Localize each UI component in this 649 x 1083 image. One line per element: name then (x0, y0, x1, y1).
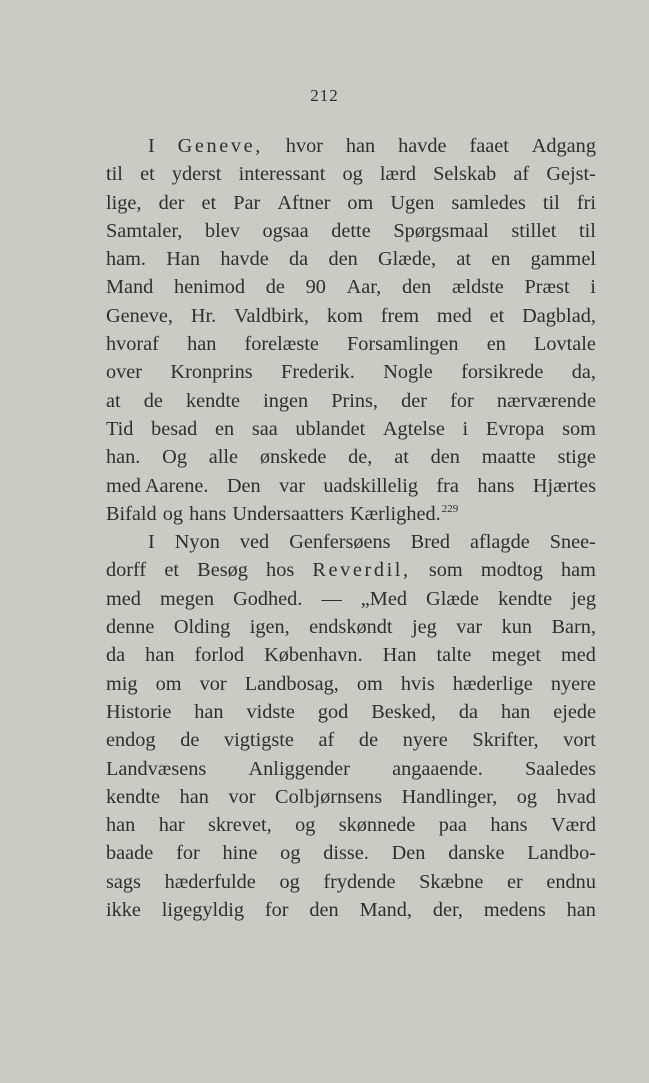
word: og (342, 163, 363, 186)
word: megen (159, 587, 215, 610)
text-line (106, 273, 596, 301)
word: endog (106, 729, 156, 752)
word: om (347, 191, 374, 214)
word: Aftner (277, 191, 331, 214)
word: hvis (400, 672, 435, 695)
word: Selskab (433, 163, 497, 186)
word: vor (228, 785, 256, 808)
word: var (456, 616, 483, 639)
word: fra (436, 474, 459, 497)
word: hos (266, 559, 295, 582)
word: danske (448, 842, 505, 865)
word: vigtigste (224, 729, 294, 752)
word: en (214, 417, 235, 440)
word: København. (264, 644, 363, 667)
word: Ugen (390, 191, 435, 214)
word: Colbjørnsens (275, 785, 383, 808)
text-line (106, 868, 596, 896)
text-line (106, 755, 596, 783)
word: de (143, 389, 163, 412)
word: Bred (410, 531, 451, 554)
word: med Aarene. (106, 474, 209, 497)
word: hine (222, 842, 258, 865)
word: og (279, 870, 300, 893)
word: en (491, 248, 511, 271)
word: af (318, 729, 335, 752)
word: Olding (173, 616, 231, 639)
word: som (562, 417, 596, 440)
word: hvoraf (106, 333, 159, 356)
word: sags (106, 870, 141, 893)
word: Geneve, (177, 135, 263, 157)
word: vort (563, 729, 596, 752)
word: Besøg (197, 559, 248, 582)
word: Evropa (485, 417, 545, 440)
word: til (106, 163, 123, 186)
word: nyere (402, 729, 448, 752)
word: Nogle (383, 361, 433, 384)
word: Landvæsens (106, 757, 207, 780)
word: til (579, 219, 596, 242)
word: Historie (106, 700, 172, 723)
word: alle (208, 446, 239, 469)
word: ikke (106, 899, 141, 922)
word: meget (491, 644, 541, 667)
text-line (106, 415, 596, 443)
word: dorff (106, 559, 147, 582)
word: og (162, 502, 184, 525)
word: Landbo- (527, 842, 596, 865)
word: de (180, 729, 200, 752)
word: kendte (106, 785, 161, 808)
word: han (345, 135, 376, 157)
word: Den (226, 474, 261, 497)
word: da (289, 248, 309, 271)
word: Spørgsmaal (393, 219, 489, 242)
text-line (106, 698, 596, 726)
text-line (106, 641, 596, 669)
word: ingen (263, 389, 309, 412)
word: han (145, 644, 175, 667)
word: Glæde, (378, 248, 437, 271)
text-line (106, 613, 596, 641)
text-line (106, 670, 596, 698)
word: de, (348, 446, 373, 469)
word: var (279, 474, 305, 497)
word: ublandet (295, 417, 366, 440)
word: endskøndt (309, 616, 393, 639)
word: saa (251, 417, 278, 440)
word: disse. (323, 842, 369, 865)
text-line (106, 811, 596, 839)
word: Par (233, 191, 261, 214)
word: Glæde (426, 587, 479, 610)
word: et (164, 559, 179, 582)
word: kun (501, 616, 532, 639)
word: ham. (106, 248, 146, 271)
word: yderst (171, 163, 222, 186)
word: Prins, (331, 389, 379, 412)
word: den (328, 248, 358, 271)
word: forlod (194, 644, 245, 667)
word: Mand (106, 276, 154, 299)
word: for (264, 899, 289, 922)
word: Snee- (549, 531, 596, 554)
word: om (356, 672, 383, 695)
word: kendte (185, 389, 241, 412)
word: talte (436, 644, 472, 667)
word: Aar, (346, 276, 382, 299)
word: maatte (481, 446, 536, 469)
word: at (456, 248, 471, 271)
word: ligegyldig (161, 899, 245, 922)
word: lige, (106, 191, 142, 214)
word: ønskede (259, 446, 327, 469)
word: den (309, 899, 339, 922)
word: og (516, 785, 537, 808)
word: besad (151, 417, 198, 440)
word: der, (432, 899, 463, 922)
text-line (106, 556, 596, 584)
word: han (194, 700, 224, 723)
word: lærd (379, 163, 416, 186)
word: Geneve, (106, 304, 174, 327)
word: den (401, 276, 432, 299)
word: Valdbirk, (234, 304, 309, 327)
word: af (513, 163, 530, 186)
word: Bifald (106, 502, 157, 525)
word: samledes (451, 191, 526, 214)
word: Tid (106, 417, 134, 440)
word: aflagde (470, 531, 530, 554)
word: den (430, 446, 460, 469)
word: er (506, 870, 523, 893)
word: Skæbne (419, 870, 484, 893)
word: forsikrede (461, 361, 544, 384)
word: forelæste (244, 333, 319, 356)
word: Saaledes (525, 757, 596, 780)
word: at (106, 389, 121, 412)
word: Reverdil, (312, 559, 411, 582)
word: skrevet, (208, 814, 272, 837)
word: Agtelse (382, 417, 445, 440)
text-line (106, 443, 596, 471)
text-line (106, 189, 596, 217)
word: for (450, 389, 474, 412)
word: Han (382, 644, 417, 667)
word: vidste (246, 700, 295, 723)
text-line (106, 330, 596, 358)
word: Godhed. (233, 587, 303, 610)
word: og (280, 842, 301, 865)
word: og (295, 814, 316, 837)
word: han (500, 700, 531, 723)
text-line (106, 500, 596, 528)
word: paa (438, 814, 467, 837)
text-line (106, 585, 596, 613)
text-line (106, 839, 596, 867)
word: et (489, 304, 505, 327)
word: frydende (323, 870, 396, 893)
text-line (106, 245, 596, 273)
word: Dagblad, (522, 304, 596, 327)
word: Værd (550, 814, 596, 837)
word: Gejst- (546, 163, 596, 186)
word: han (566, 899, 596, 922)
word: Den (391, 842, 426, 865)
word: om (155, 672, 182, 695)
word: til (542, 191, 560, 214)
word: Adgang (531, 135, 596, 157)
word: Besked, (371, 700, 436, 723)
text-line (106, 132, 596, 160)
word: modtog (480, 559, 543, 582)
word: hæderfulde (164, 870, 256, 893)
word: jeg (571, 587, 596, 610)
word: medens (483, 899, 546, 922)
word: Genfersøens (289, 531, 391, 554)
word: — (321, 587, 342, 610)
word: har (158, 814, 185, 837)
word: Frederik. (281, 361, 355, 384)
text-line (106, 783, 596, 811)
word: nærværende (496, 389, 596, 412)
word: da (458, 700, 479, 723)
text-line (106, 726, 596, 754)
word: blev (204, 219, 240, 242)
word: Nyon (174, 531, 220, 554)
word: Hr. (190, 304, 217, 327)
word: han (179, 785, 209, 808)
word: stige (557, 446, 596, 469)
word: Skrifter, (472, 729, 539, 752)
word: han. (106, 446, 141, 469)
word: hans (490, 814, 528, 837)
word: Mand, (359, 899, 412, 922)
word: i (590, 276, 596, 299)
page-number: 212 (310, 86, 339, 105)
word: Og (162, 446, 187, 469)
text-line (106, 358, 596, 386)
word: der (401, 389, 427, 412)
word: der (158, 191, 185, 214)
word: denne (106, 616, 155, 639)
word: som (428, 559, 463, 582)
word: 90 (305, 276, 326, 299)
text-line (106, 160, 596, 188)
word: Anliggender (248, 757, 350, 780)
word: med (436, 304, 472, 327)
word: over (106, 361, 143, 384)
word: ældste (451, 276, 504, 299)
word: hans (189, 502, 227, 525)
word: hvad (556, 785, 596, 808)
word: med (106, 587, 141, 610)
word: fri (576, 191, 596, 214)
word: kom (326, 304, 363, 327)
word: gammel (530, 248, 596, 271)
word: havde (398, 135, 447, 157)
word: stillet (511, 219, 557, 242)
word: mig (106, 672, 138, 695)
word: ham (561, 559, 596, 582)
word: en (486, 333, 506, 356)
word: I (148, 531, 155, 554)
word: endnu (546, 870, 596, 893)
text-line (106, 217, 596, 245)
word: Lovtale (533, 333, 596, 356)
text-line (106, 896, 596, 924)
word: Landbosag, (244, 672, 339, 695)
word: frem (380, 304, 420, 327)
word: Præst (524, 276, 570, 299)
word: interessant (238, 163, 326, 186)
word: Samtaler, (106, 219, 183, 242)
footnote-reference: 229 (441, 502, 459, 515)
word: Handlinger, (401, 785, 498, 808)
body-text (106, 132, 596, 924)
word: nyere (550, 672, 596, 695)
word: vor (199, 672, 227, 695)
word: Hjærtes (532, 474, 596, 497)
word: hvor (285, 135, 323, 157)
word: uadskillelig (323, 474, 419, 497)
word: hans (477, 474, 515, 497)
word: de (265, 276, 285, 299)
word: at (394, 446, 409, 469)
text-line (106, 472, 596, 500)
word: Undersaatters (232, 502, 344, 525)
word: ved (239, 531, 270, 554)
word: med (561, 644, 596, 667)
word: henimod (174, 276, 246, 299)
word: baade (106, 842, 154, 865)
word: han (187, 333, 217, 356)
word: igen, (249, 616, 290, 639)
word: Forsamlingen (347, 333, 459, 356)
word: „Med (360, 587, 407, 610)
word: dette (331, 219, 371, 242)
word: ejede (553, 700, 596, 723)
word: ogsaa (262, 219, 309, 242)
word: Han (166, 248, 201, 271)
word: angaaende. (392, 757, 483, 780)
word: Barn, (551, 616, 596, 639)
word: et (140, 163, 155, 186)
word: Kærlighed.$^{229}$ (349, 502, 459, 525)
word: havde (220, 248, 269, 271)
word: han (106, 814, 136, 837)
word: et (201, 191, 217, 214)
word: Kronprins (170, 361, 253, 384)
word: for (176, 842, 200, 865)
word: I (148, 135, 155, 157)
word: da, (571, 361, 596, 384)
text-line (106, 387, 596, 415)
word: faaet (469, 135, 509, 157)
text-line (106, 302, 596, 330)
word: skønnede (338, 814, 416, 837)
word: god (317, 700, 349, 723)
word: jeg (411, 616, 437, 639)
text-line (106, 528, 596, 556)
word: i (462, 417, 469, 440)
word: de (358, 729, 379, 752)
word: da (106, 644, 126, 667)
word: kendte (498, 587, 553, 610)
word: hæderlige (452, 672, 533, 695)
